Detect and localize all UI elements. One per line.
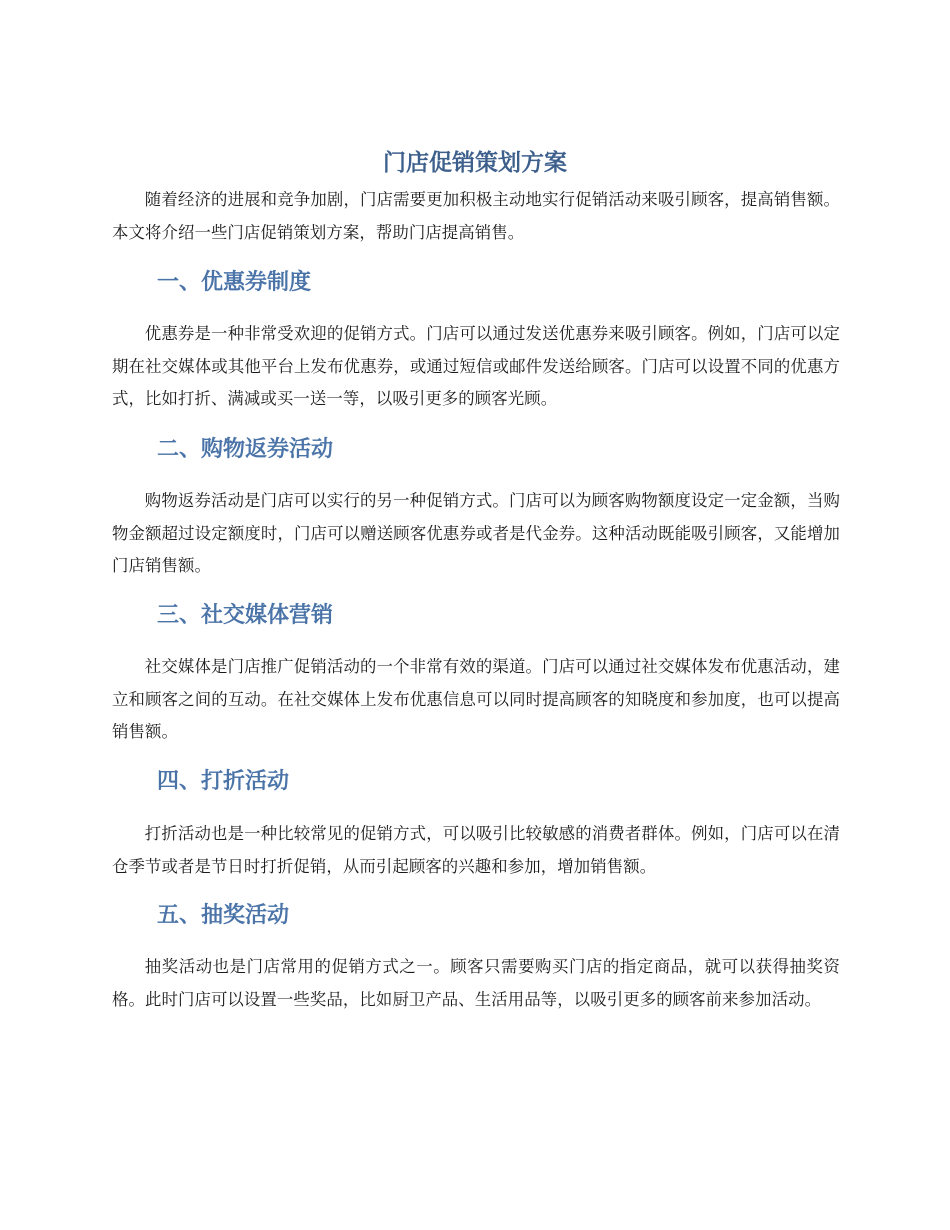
section-body-cashback: 购物返券活动是门店可以实行的另一种促销方式。门店可以为顾客购物额度设定一定金额，当购物金额超过设定额度时，门店可以赠送顾客优惠券或者是代金券。这种活动既能吸引顾客，又能增加门店销售额。 bbox=[112, 491, 840, 575]
section-body-social-media: 社交媒体是门店推广促销活动的一个非常有效的渠道。门店可以通过社交媒体发布优惠活动，建立和顾客之间的互动。在社交媒体上发布优惠信息可以同时提高顾客的知晓度和参加度，也可以提高销售额。 bbox=[112, 657, 840, 741]
intro-paragraph: 随着经济的进展和竞争加剧，门店需要更加积极主动地实行促销活动来吸引顾客，提高销售额。本文将介绍一些门店促销策划方案，帮助门店提高销售。 bbox=[112, 190, 840, 242]
section-body-coupon: 优惠券是一种非常受欢迎的促销方式。门店可以通过发送优惠券来吸引顾客。例如，门店可以定期在社交媒体或其他平台上发布优惠券，或通过短信或邮件发送给顾客。门店可以设置不同的优惠方式，比如打折、满减或买一送一等，以吸引更多的顾客光顾。 bbox=[112, 324, 840, 408]
section-heading-social-media: 三、社交媒体营销 bbox=[157, 603, 334, 628]
document-title: 门店促销策划方案 bbox=[383, 150, 567, 176]
section-heading-discount: 四、打折活动 bbox=[157, 769, 290, 794]
section-heading-lottery: 五、抽奖活动 bbox=[157, 903, 290, 928]
section-heading-cashback: 二、购物返券活动 bbox=[157, 437, 334, 462]
section-body-lottery: 抽奖活动也是门店常用的促销方式之一。顾客只需要购买门店的指定商品，就可以获得抽奖资格。此时门店可以设置一些奖品，比如厨卫产品、生活用品等，以吸引更多的顾客前来参加活动。 bbox=[112, 957, 840, 1009]
section-body-discount: 打折活动也是一种比较常见的促销方式，可以吸引比较敏感的消费者群体。例如，门店可以在清仓季节或者是节日时打折促销，从而引起顾客的兴趣和参加，增加销售额。 bbox=[112, 824, 840, 876]
section-heading-coupon: 一、优惠券制度 bbox=[157, 270, 312, 295]
